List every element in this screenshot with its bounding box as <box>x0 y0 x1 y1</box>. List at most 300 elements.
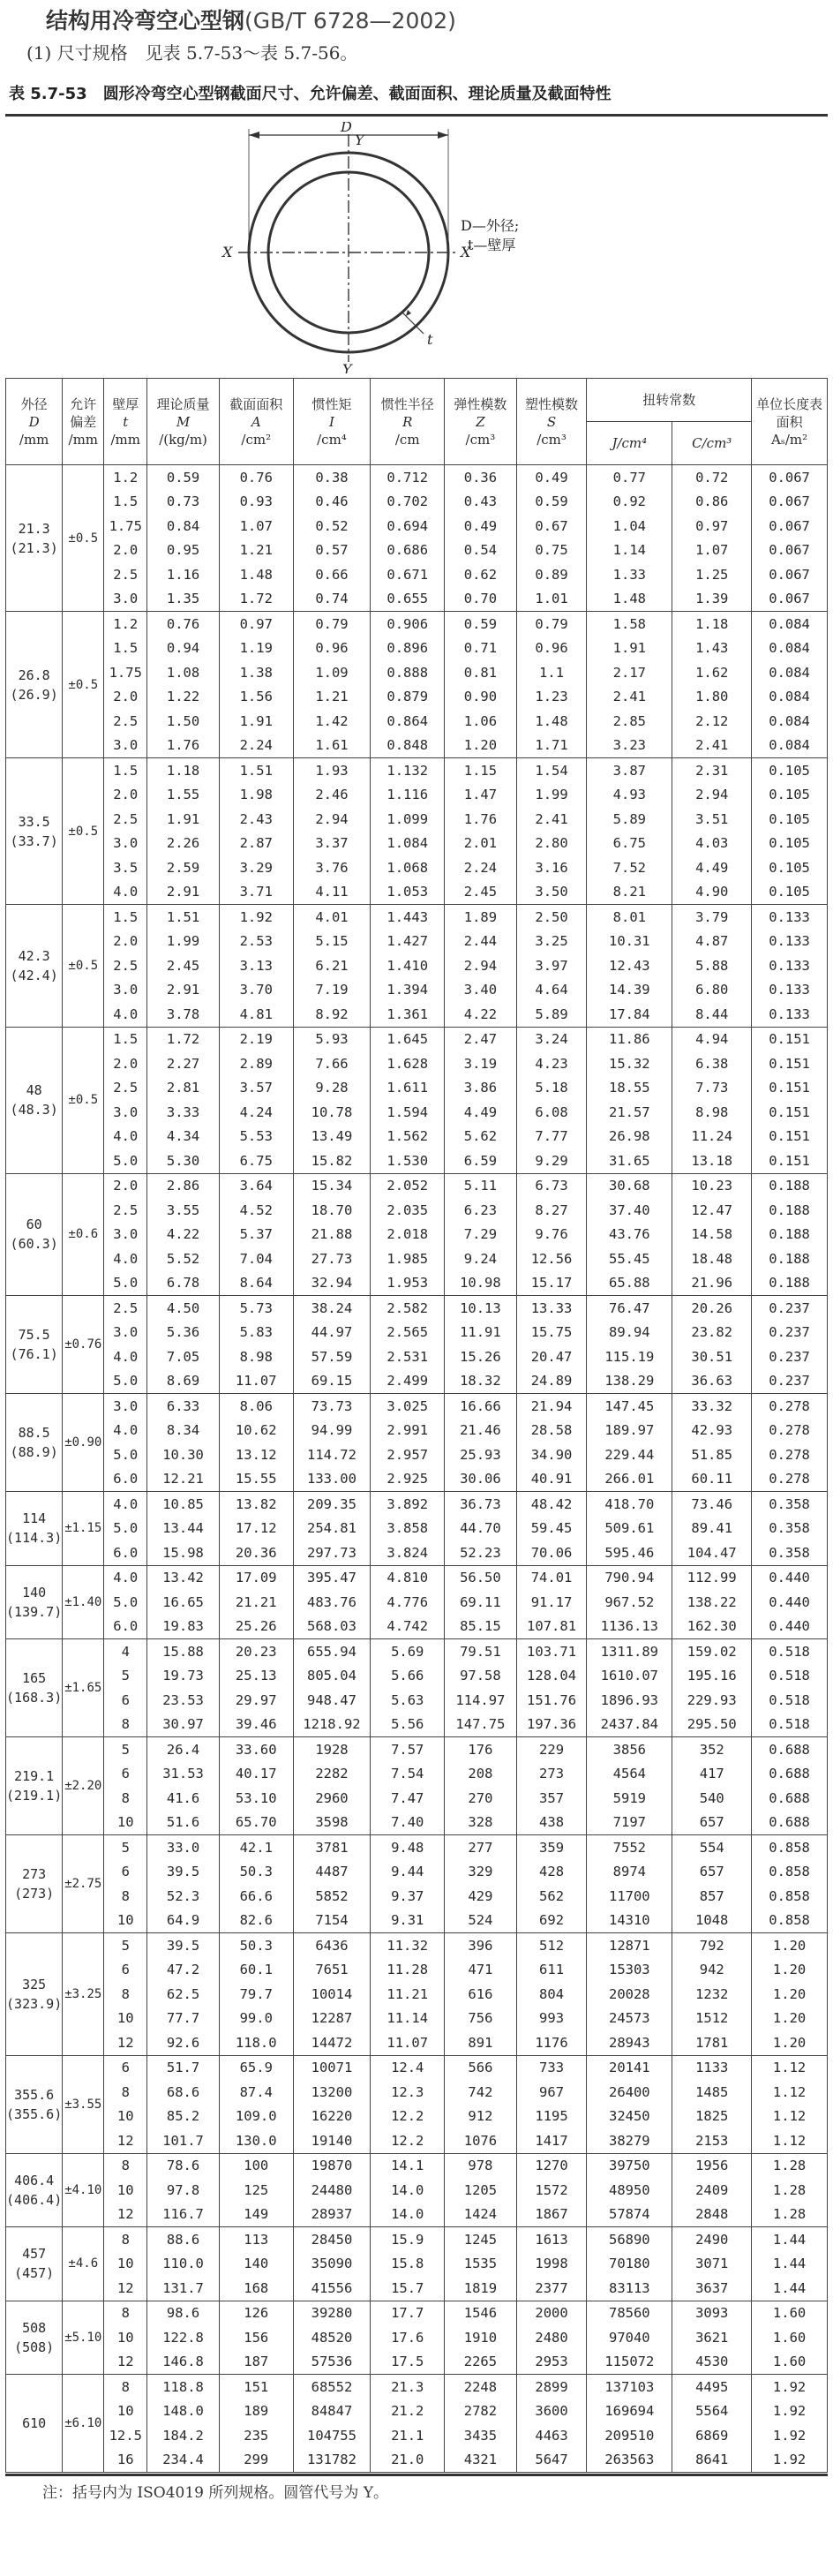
data-cell: 65.70 <box>219 1811 293 1835</box>
data-cell: 0.188 <box>752 1271 828 1296</box>
data-cell: 3.51 <box>672 807 752 832</box>
col-unit: /mm <box>110 431 140 448</box>
data-cell: 4.01 <box>293 905 371 930</box>
data-cell: 8.64 <box>219 1271 293 1296</box>
data-cell: 4.0 <box>104 1125 147 1149</box>
data-cell: 6.80 <box>672 978 752 1003</box>
data-cell: 1.12 <box>752 2128 828 2153</box>
data-cell: 209510 <box>587 2423 672 2448</box>
data-cell: 0.864 <box>371 709 445 734</box>
data-cell: 1.54 <box>516 758 587 783</box>
data-cell: 1.5 <box>104 905 147 930</box>
data-cell: 7.05 <box>147 1344 220 1369</box>
data-cell: 104.47 <box>672 1540 752 1565</box>
od-value: 610 <box>22 2415 47 2431</box>
data-cell: 2899 <box>516 2375 587 2399</box>
data-cell: 0.084 <box>752 636 828 661</box>
data-cell: 2848 <box>672 2203 752 2227</box>
data-cell: 0.688 <box>752 1786 828 1811</box>
od-iso-value: (21.3) <box>10 539 58 556</box>
data-cell: 0.96 <box>516 636 587 661</box>
data-cell: 0.46 <box>293 490 371 515</box>
data-cell: 10.98 <box>445 1271 517 1296</box>
data-cell: 2282 <box>293 1762 371 1787</box>
data-cell: 21.0 <box>371 2448 445 2473</box>
data-cell: 5.89 <box>516 1002 587 1027</box>
table-row <box>6 2448 828 2473</box>
table-number: 表 5.7-53 <box>9 85 87 103</box>
data-cell: 0.90 <box>445 685 517 710</box>
table-row <box>6 905 828 930</box>
data-cell: 21.57 <box>587 1100 672 1125</box>
data-cell: 1.2 <box>104 612 147 636</box>
data-cell: 3.23 <box>587 734 672 758</box>
data-cell: 1.50 <box>147 709 220 734</box>
data-cell: 8974 <box>587 1860 672 1885</box>
data-cell: 17.7 <box>371 2301 445 2325</box>
data-cell: 1781 <box>672 2030 752 2055</box>
data-cell: 0.688 <box>752 1762 828 1787</box>
data-cell: 70180 <box>587 2252 672 2277</box>
od-iso-value: (33.7) <box>10 832 58 849</box>
data-cell: 51.6 <box>147 1811 220 1835</box>
od-iso-value: (323.9) <box>6 1995 63 2012</box>
data-cell: 2.5 <box>104 709 147 734</box>
data-cell: 0.75 <box>516 539 587 563</box>
data-cell: 10071 <box>293 2055 371 2080</box>
col-name: 截面面积 <box>229 395 283 412</box>
data-cell: 184.2 <box>147 2423 220 2448</box>
data-cell: 254.81 <box>293 1517 371 1541</box>
data-cell: 2782 <box>445 2399 517 2424</box>
label-d: D <box>341 122 352 135</box>
data-cell: 4.34 <box>147 1125 220 1149</box>
data-cell: 2000 <box>516 2301 587 2325</box>
col-symbol: I <box>329 413 334 430</box>
data-cell: 11.14 <box>371 2007 445 2031</box>
od-iso-value: (26.9) <box>10 686 58 703</box>
data-cell: 13.82 <box>219 1492 293 1517</box>
data-cell: 19.73 <box>147 1664 220 1689</box>
data-cell: 1.530 <box>371 1149 445 1173</box>
data-cell: 2.94 <box>293 807 371 832</box>
data-cell: 10 <box>104 2007 147 2031</box>
data-cell: 0.66 <box>293 562 371 587</box>
data-cell: 3781 <box>293 1835 371 1860</box>
data-cell: 0.518 <box>752 1713 828 1737</box>
data-cell: 3.64 <box>219 1173 293 1198</box>
data-cell: 1.594 <box>371 1100 445 1125</box>
data-cell: 0.440 <box>752 1565 828 1590</box>
data-cell: 857 <box>672 1884 752 1909</box>
table-row <box>6 1565 828 1590</box>
od-iso-value: (42.4) <box>10 967 58 983</box>
tolerance-cell: ±6.10 <box>63 2375 104 2473</box>
data-cell: 4.0 <box>104 1565 147 1590</box>
data-cell: 2.87 <box>219 832 293 856</box>
tolerance-cell: ±0.5 <box>63 465 104 612</box>
data-cell: 8.98 <box>672 1100 752 1125</box>
data-cell: 0.518 <box>752 1664 828 1689</box>
data-cell: 57536 <box>293 2350 371 2375</box>
data-cell: 53.10 <box>219 1786 293 1811</box>
data-cell: 1.410 <box>371 953 445 978</box>
col-header <box>752 379 828 465</box>
data-cell: 273 <box>516 1762 587 1787</box>
data-cell: 126 <box>219 2301 293 2325</box>
data-cell: 1.04 <box>587 514 672 539</box>
data-cell: 2.41 <box>672 734 752 758</box>
data-cell: 5 <box>104 1664 147 1689</box>
data-cell: 234.4 <box>147 2448 220 2473</box>
data-cell: 30.68 <box>587 1173 672 1198</box>
data-cell: 0.84 <box>147 514 220 539</box>
data-cell: 0.67 <box>516 514 587 539</box>
data-cell: 9.29 <box>516 1149 587 1173</box>
data-cell: 133.00 <box>293 1467 371 1492</box>
data-cell: 11.07 <box>371 2030 445 2055</box>
data-cell: 159.02 <box>672 1639 752 1664</box>
data-cell: 30.51 <box>672 1344 752 1369</box>
data-cell: 9.48 <box>371 1835 445 1860</box>
standard-code: (GB/T 6728—2002) <box>244 8 456 34</box>
data-cell: 2.018 <box>371 1223 445 1247</box>
data-cell: 14472 <box>293 2030 371 2055</box>
data-cell: 4.0 <box>104 1344 147 1369</box>
col-header <box>6 379 63 465</box>
col-header <box>371 379 445 465</box>
col-name: 允许偏差 <box>70 395 97 430</box>
data-cell: 1.51 <box>219 758 293 783</box>
data-cell: 1.14 <box>587 539 672 563</box>
data-cell: 5852 <box>293 1884 371 1909</box>
data-cell: 329 <box>445 1860 517 1885</box>
data-cell: 7197 <box>587 1811 672 1835</box>
data-cell: 7.47 <box>371 1786 445 1811</box>
data-cell: 50.3 <box>219 1933 293 1958</box>
data-cell: 524 <box>445 1909 517 1933</box>
data-cell: 11.86 <box>587 1027 672 1051</box>
data-cell: 39.46 <box>219 1713 293 1737</box>
table-row <box>6 2203 828 2227</box>
data-cell: 6.23 <box>445 1198 517 1223</box>
data-cell: 562 <box>516 1884 587 1909</box>
data-cell: 11.24 <box>672 1125 752 1149</box>
data-cell: 4.50 <box>147 1296 220 1321</box>
data-cell: 0.133 <box>752 905 828 930</box>
data-cell: 147.75 <box>445 1713 517 1737</box>
data-cell: 3.19 <box>445 1051 517 1076</box>
col-header-sub <box>672 422 752 465</box>
data-cell: 6.0 <box>104 1540 147 1565</box>
data-cell: 137103 <box>587 2375 672 2399</box>
data-cell: 0.76 <box>219 465 293 490</box>
table-row <box>6 539 828 563</box>
data-cell: 28937 <box>293 2203 371 2227</box>
data-cell: 35090 <box>293 2252 371 2277</box>
data-cell: 4.742 <box>371 1615 445 1639</box>
data-cell: 0.72 <box>672 465 752 490</box>
od-iso-value: (355.6) <box>6 2105 63 2122</box>
data-cell: 6436 <box>293 1933 371 1958</box>
data-cell: 1.28 <box>752 2178 828 2203</box>
data-cell: 27.73 <box>293 1247 371 1271</box>
data-cell: 3.0 <box>104 1100 147 1125</box>
data-cell: 3600 <box>516 2399 587 2424</box>
data-cell: 2.957 <box>371 1442 445 1467</box>
data-cell: 3.858 <box>371 1517 445 1541</box>
data-cell: 14.0 <box>371 2203 445 2227</box>
data-cell: 0.702 <box>371 490 445 515</box>
data-cell: 115072 <box>587 2350 672 2375</box>
data-cell: 0.084 <box>752 734 828 758</box>
data-cell: 1546 <box>445 2301 517 2325</box>
data-cell: 2.24 <box>445 855 517 880</box>
data-cell: 1956 <box>672 2153 752 2178</box>
table-row <box>6 1884 828 1909</box>
data-cell: 68.6 <box>147 2080 220 2105</box>
table-row <box>6 1173 828 1198</box>
data-cell: 3.55 <box>147 1198 220 1223</box>
data-cell: 24480 <box>293 2178 371 2203</box>
data-cell: 3093 <box>672 2301 752 2325</box>
data-cell: 18.32 <box>445 1369 517 1394</box>
data-cell: 21.94 <box>516 1394 587 1419</box>
data-cell: 1.92 <box>752 2399 828 2424</box>
data-cell: 3.71 <box>219 880 293 905</box>
data-cell: 13.33 <box>516 1296 587 1321</box>
data-cell: 2.0 <box>104 1051 147 1076</box>
data-cell: 41556 <box>293 2276 371 2301</box>
data-cell: 0.518 <box>752 1639 828 1664</box>
data-cell: 7.40 <box>371 1811 445 1835</box>
data-cell: 3.40 <box>445 978 517 1003</box>
data-cell: 1.76 <box>147 734 220 758</box>
data-cell: 8 <box>104 2375 147 2399</box>
data-cell: 0.105 <box>752 832 828 856</box>
table-row <box>6 1933 828 1958</box>
od-value: 140 <box>22 1584 47 1601</box>
od-value: 406.4 <box>14 2172 55 2188</box>
data-cell: 0.655 <box>371 587 445 612</box>
data-cell: 4321 <box>445 2448 517 2473</box>
data-cell: 2.5 <box>104 1076 147 1101</box>
data-cell: 1.5 <box>104 758 147 783</box>
data-cell: 0.858 <box>752 1909 828 1933</box>
data-cell: 2.565 <box>371 1321 445 1345</box>
data-cell: 0.358 <box>752 1540 828 1565</box>
legend-d: D—外径; <box>461 217 520 234</box>
od-iso-value: (76.1) <box>10 1346 58 1362</box>
table-row <box>6 1713 828 1737</box>
data-cell: 540 <box>672 1786 752 1811</box>
data-cell: 92.6 <box>147 2030 220 2055</box>
outer-diameter-cell <box>6 905 63 1028</box>
data-cell: 114.72 <box>293 1442 371 1467</box>
data-cell: 69.15 <box>293 1369 371 1394</box>
table-row <box>6 2153 828 2178</box>
data-cell: 1176 <box>516 2030 587 2055</box>
data-cell: 1048 <box>672 1909 752 1933</box>
data-cell: 16 <box>104 2448 147 2473</box>
table-row <box>6 1860 828 1885</box>
data-cell: 56.50 <box>445 1565 517 1590</box>
col-name: 壁厚 <box>112 395 139 412</box>
data-cell: 1.35 <box>147 587 220 612</box>
data-cell: 1572 <box>516 2178 587 2203</box>
data-cell: 0.188 <box>752 1198 828 1223</box>
data-cell: 1270 <box>516 2153 587 2178</box>
data-cell: 0.93 <box>219 490 293 515</box>
table-row <box>6 490 828 515</box>
data-cell: 19870 <box>293 2153 371 2178</box>
table-row <box>6 2252 828 2277</box>
data-cell: 15.9 <box>371 2227 445 2252</box>
data-cell: 18.70 <box>293 1198 371 1223</box>
data-cell: 0.858 <box>752 1835 828 1860</box>
data-cell: 125 <box>219 2178 293 2203</box>
od-value: 88.5 <box>18 1425 50 1441</box>
data-cell: 17.6 <box>371 2325 445 2350</box>
table-header <box>6 379 828 465</box>
data-cell: 59.45 <box>516 1517 587 1541</box>
data-cell: 5.56 <box>371 1713 445 1737</box>
col-symbol: S <box>546 413 557 430</box>
data-cell: 82.6 <box>219 1909 293 1933</box>
data-cell: 0.237 <box>752 1321 828 1345</box>
data-cell: 5.11 <box>445 1173 517 1198</box>
data-cell: 6.0 <box>104 1615 147 1639</box>
data-cell: 8 <box>104 2301 147 2325</box>
data-cell: 0.151 <box>752 1051 828 1076</box>
data-cell: 1.953 <box>371 1271 445 1296</box>
data-cell: 1245 <box>445 2227 517 2252</box>
data-cell: 1.58 <box>587 612 672 636</box>
data-cell: 1928 <box>293 1737 371 1762</box>
data-cell: 5.30 <box>147 1149 220 1173</box>
bottom-rule <box>5 2474 828 2476</box>
data-cell: 12.2 <box>371 2105 445 2129</box>
data-cell: 65.88 <box>587 1271 672 1296</box>
data-cell: 51.85 <box>672 1442 752 1467</box>
data-cell: 3.824 <box>371 1540 445 1565</box>
outer-diameter-cell <box>6 2227 63 2301</box>
data-cell: 5.15 <box>293 930 371 954</box>
data-cell: 0.133 <box>752 953 828 978</box>
data-cell: 4.03 <box>672 832 752 856</box>
data-cell: 657 <box>672 1811 752 1835</box>
data-cell: 1535 <box>445 2252 517 2277</box>
data-cell: 1.12 <box>752 2105 828 2129</box>
table-row <box>6 1467 828 1492</box>
data-cell: 5.89 <box>587 807 672 832</box>
data-cell: 52.3 <box>147 1884 220 1909</box>
data-cell: 39.5 <box>147 1860 220 1885</box>
data-cell: 2953 <box>516 2350 587 2375</box>
data-cell: 5.0 <box>104 1369 147 1394</box>
data-cell: 1.5 <box>104 636 147 661</box>
data-cell: 0.62 <box>445 562 517 587</box>
table-row <box>6 2105 828 2129</box>
data-cell: 1.60 <box>752 2325 828 2350</box>
table-row <box>6 1321 828 1345</box>
data-cell: 189.97 <box>587 1419 672 1443</box>
data-cell: 156 <box>219 2325 293 2350</box>
data-cell: 5919 <box>587 1786 672 1811</box>
data-cell: 2.0 <box>104 783 147 808</box>
data-cell: 6.73 <box>516 1173 587 1198</box>
data-cell: 4.87 <box>672 930 752 954</box>
data-cell: 295.50 <box>672 1713 752 1737</box>
data-cell: 512 <box>516 1933 587 1958</box>
data-cell: 17.5 <box>371 2350 445 2375</box>
data-cell: 1.80 <box>672 685 752 710</box>
data-cell: 15.98 <box>147 1540 220 1565</box>
table-row <box>6 2399 828 2424</box>
data-cell: 42.93 <box>672 1419 752 1443</box>
data-cell: 112.99 <box>672 1565 752 1590</box>
data-cell: 1.12 <box>752 2055 828 2080</box>
data-cell: 4.64 <box>516 978 587 1003</box>
data-cell: 1136.13 <box>587 1615 672 1639</box>
data-cell: 113 <box>219 2227 293 2252</box>
outer-diameter-cell <box>6 2301 63 2375</box>
data-cell: 328 <box>445 1811 517 1835</box>
data-cell: 5.88 <box>672 953 752 978</box>
data-cell: 3435 <box>445 2423 517 2448</box>
data-cell: 1485 <box>672 2080 752 2105</box>
od-iso-value: (168.3) <box>6 1690 63 1706</box>
col-header <box>219 379 293 465</box>
data-cell: 21.3 <box>371 2375 445 2399</box>
data-cell: 1910 <box>445 2325 517 2350</box>
data-cell: 2.45 <box>147 953 220 978</box>
data-cell: 9.37 <box>371 1884 445 1909</box>
table-row <box>6 612 828 636</box>
data-cell: 0.084 <box>752 612 828 636</box>
data-cell: 1.628 <box>371 1051 445 1076</box>
data-cell: 1.19 <box>219 636 293 661</box>
data-cell: 0.105 <box>752 855 828 880</box>
table-row <box>6 1958 828 1983</box>
data-cell: 805.04 <box>293 1664 371 1689</box>
outer-diameter-cell <box>6 2153 63 2227</box>
data-cell: 2.47 <box>445 1027 517 1051</box>
data-cell: 0.151 <box>752 1027 828 1051</box>
data-cell: 12 <box>104 2030 147 2055</box>
data-cell: 1232 <box>672 1982 752 2007</box>
data-cell: 2.531 <box>371 1344 445 1369</box>
data-cell: 0.067 <box>752 587 828 612</box>
data-cell: 17.84 <box>587 1002 672 1027</box>
data-cell: 97.8 <box>147 2178 220 2203</box>
data-cell: 1424 <box>445 2203 517 2227</box>
data-cell: 131.7 <box>147 2276 220 2301</box>
data-cell: 1.71 <box>516 734 587 758</box>
data-cell: 56890 <box>587 2227 672 2252</box>
tolerance-cell: ±4.10 <box>63 2153 104 2227</box>
col-header <box>63 379 104 465</box>
data-cell: 2.0 <box>104 685 147 710</box>
data-cell: 6.59 <box>445 1149 517 1173</box>
col-unit: /cm <box>394 431 420 448</box>
data-cell: 1.1 <box>516 660 587 685</box>
col-name: 单位长度表面积 <box>756 395 823 430</box>
table-row <box>6 1442 828 1467</box>
data-cell: 2.01 <box>445 832 517 856</box>
data-cell: 428 <box>516 1860 587 1885</box>
data-cell: 2.85 <box>587 709 672 734</box>
